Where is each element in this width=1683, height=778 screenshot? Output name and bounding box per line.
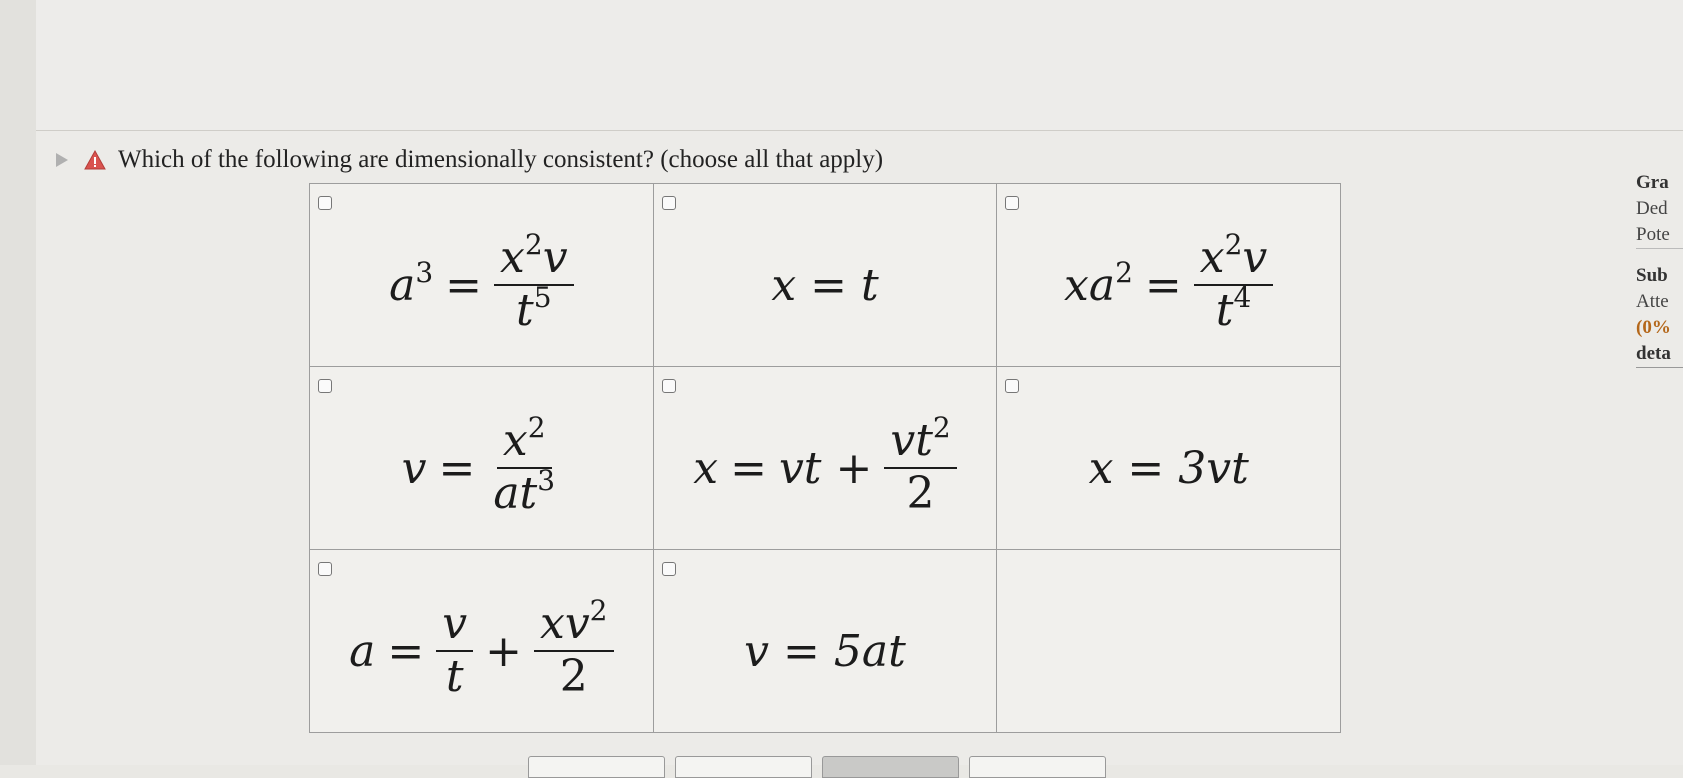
option-checkbox-3[interactable] (1005, 196, 1019, 210)
option-cell-1[interactable] (310, 184, 654, 367)
bottom-button-1[interactable] (528, 756, 665, 778)
option-checkbox-7[interactable] (318, 562, 332, 576)
bottom-button-4[interactable] (969, 756, 1106, 778)
option-equation-6: x = 3vt (1088, 442, 1249, 494)
option-cell-8[interactable] (653, 550, 997, 733)
left-margin (0, 0, 37, 765)
bottom-button-row (528, 756, 1106, 778)
option-equation-7: a = $\frac{v}{t}$ + $\frac{xv^2}{2}$ (349, 599, 613, 702)
option-cell-2[interactable] (653, 184, 997, 367)
option-cell-4[interactable] (310, 367, 654, 550)
question-header (56, 146, 883, 174)
option-checkbox-8[interactable] (662, 562, 676, 576)
answer-options-table (309, 183, 1341, 733)
sidebar-submissions-label: Sub (1636, 265, 1668, 286)
option-equation-2: x = t (771, 259, 879, 311)
sidebar-attempts-label: Atte (1636, 291, 1669, 312)
expand-triangle-icon[interactable] (56, 153, 68, 167)
sidebar-grade-label: Gra (1636, 172, 1669, 193)
grade-sidebar (1636, 170, 1683, 368)
warning-icon (84, 150, 106, 170)
previous-question-area (36, 0, 1683, 131)
sidebar-deduction-label: Ded (1636, 198, 1668, 219)
option-equation-5: x = vt + $\frac{vt^2}{2}$ (693, 416, 956, 519)
option-checkbox-5[interactable] (662, 379, 676, 393)
sidebar-potential-label: Pote (1636, 222, 1683, 249)
option-checkbox-6[interactable] (1005, 379, 1019, 393)
option-equation-8: v = 5at (744, 625, 906, 677)
sidebar-details-link[interactable]: deta (1636, 341, 1683, 368)
empty-cell (997, 550, 1341, 733)
option-checkbox-4[interactable] (318, 379, 332, 393)
option-checkbox-1[interactable] (318, 196, 332, 210)
option-cell-5[interactable] (653, 367, 997, 550)
option-equation-1: $a^3$ = $\frac{x^2v}{t^5}$ (389, 233, 573, 336)
option-cell-6[interactable] (997, 367, 1341, 550)
bottom-button-2[interactable] (675, 756, 812, 778)
bottom-button-3[interactable] (822, 756, 959, 778)
option-cell-3[interactable] (997, 184, 1341, 367)
question-prompt: Which of the following are dimensionally consistent? (choose all that apply) (118, 146, 884, 173)
option-equation-4: v = $\frac{x^2}{at^3}$ (401, 411, 556, 519)
option-cell-7[interactable] (310, 550, 654, 733)
option-checkbox-2[interactable] (662, 196, 676, 210)
sidebar-percent-value: (0% (1636, 317, 1671, 338)
option-equation-3: $xa^2$ = $\frac{x^2v}{t^4}$ (1064, 233, 1273, 336)
